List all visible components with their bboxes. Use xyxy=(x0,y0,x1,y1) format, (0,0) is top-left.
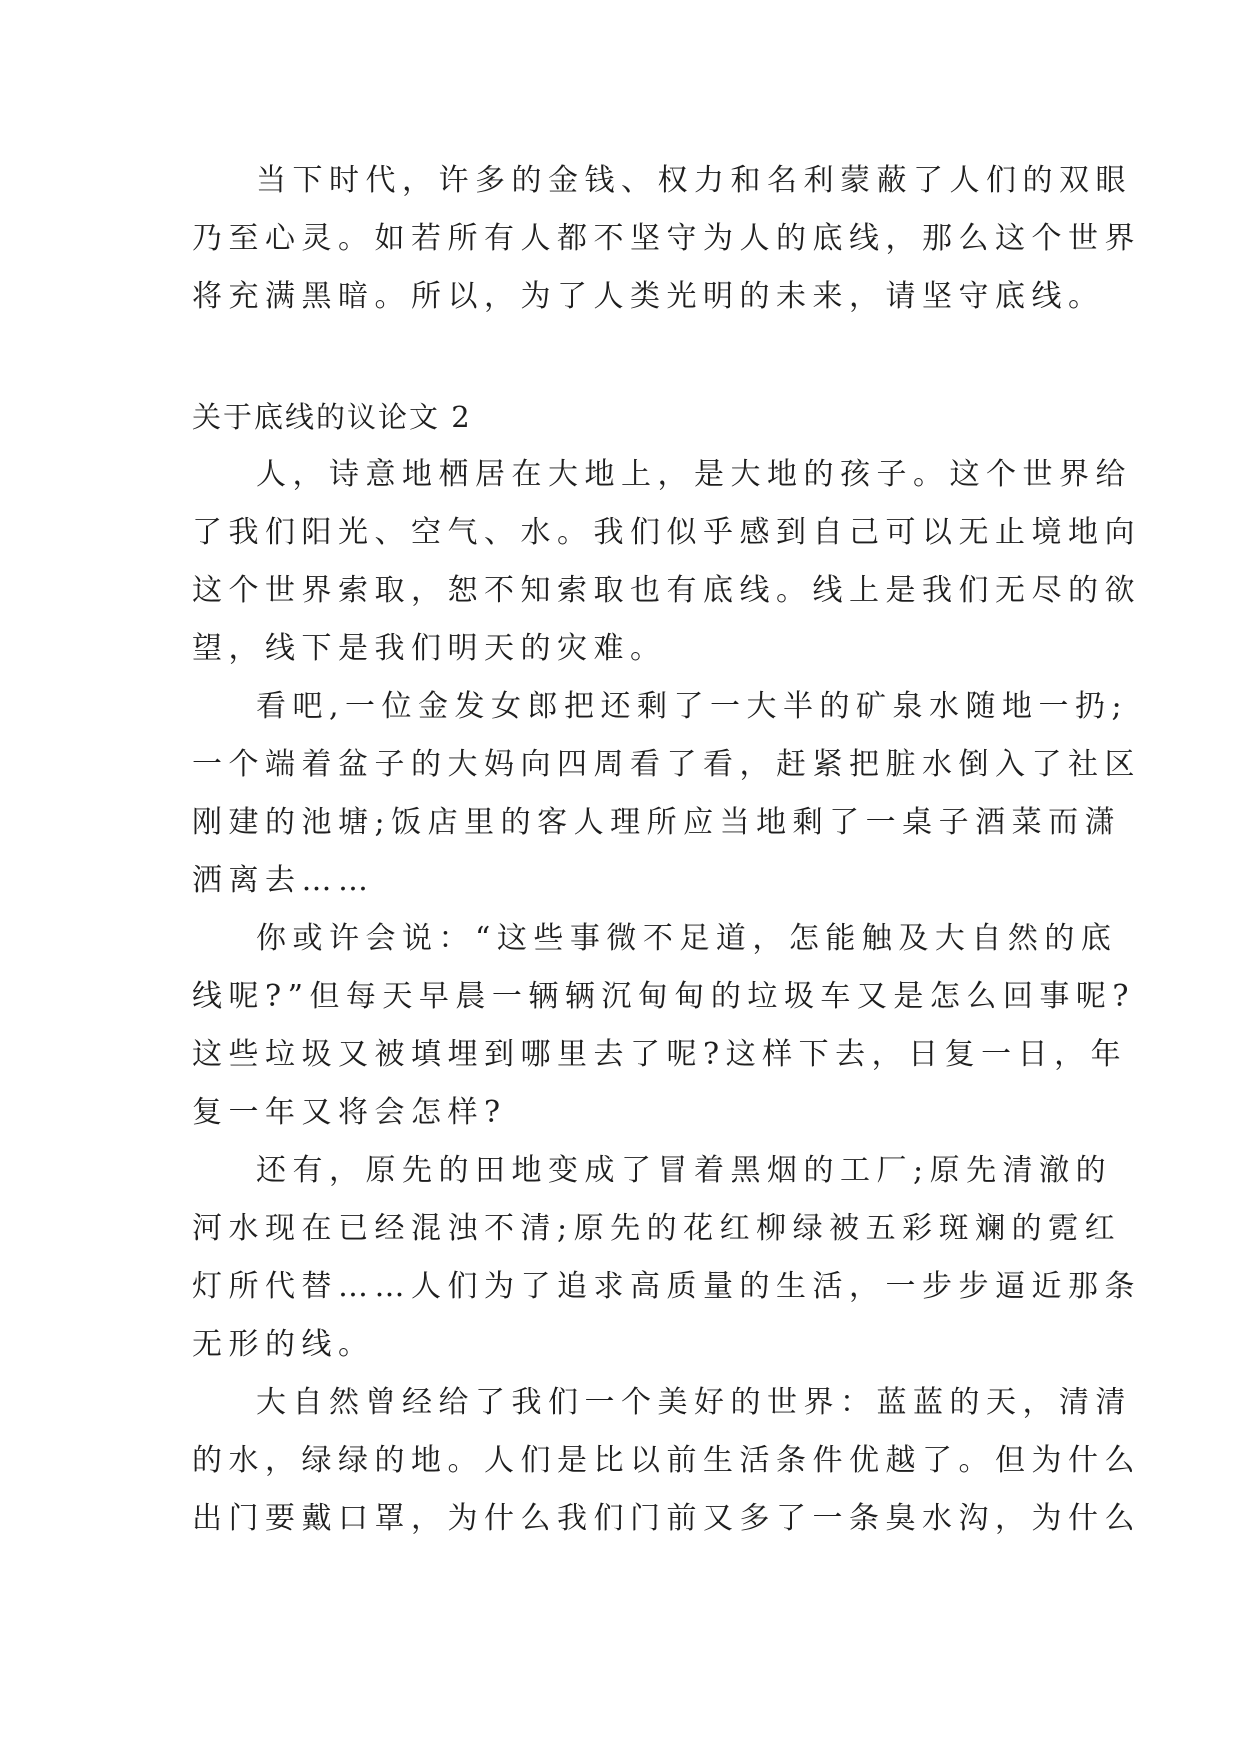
text-line: 出门要戴口罩，为什么我们门前又多了一条臭水沟，为什么 xyxy=(192,1501,1141,1536)
intro-paragraph xyxy=(192,152,1141,326)
text-line: 一个端着盆子的大妈向四周看了看，赶紧把脏水倒入了社区 xyxy=(192,747,1141,782)
text-line: 复一年又将会怎样? xyxy=(192,1095,507,1130)
text-line: 线呢?”但每天早晨一辆辆沉甸甸的垃圾车又是怎么回事呢? xyxy=(192,979,1136,1014)
text-line: 了我们阳光、空气、水。我们似乎感到自己可以无止境地向 xyxy=(192,515,1141,550)
document-body xyxy=(192,152,1141,1548)
text-line: 你或许会说：“这些事微不足道，怎能触及大自然的底 xyxy=(256,921,1118,956)
text-line: 河水现在已经混浊不清;原先的花红柳绿被五彩斑斓的霓红 xyxy=(192,1211,1122,1246)
paragraph xyxy=(192,910,1136,1142)
text-line: 的水，绿绿的地。人们是比以前生活条件优越了。但为什么 xyxy=(192,1443,1141,1478)
text-line: 人，诗意地栖居在大地上，是大地的孩子。这个世界给 xyxy=(256,457,1132,492)
section-title: 关于底线的议论文 2 xyxy=(192,400,472,434)
text-line: 这些垃圾又被填埋到哪里去了呢?这样下去，日复一日，年 xyxy=(192,1037,1128,1072)
text-line: 刚建的池塘;饭店里的客人理所应当地剩了一桌子酒菜而潇 xyxy=(192,805,1122,840)
paragraph xyxy=(192,1142,1141,1374)
text-line: 当下时代，许多的金钱、权力和名利蒙蔽了人们的双眼 xyxy=(256,163,1132,198)
text-line: 还有，原先的田地变成了冒着黑烟的工厂;原先清澈的 xyxy=(256,1153,1113,1188)
paragraph xyxy=(192,678,1141,910)
text-line: 乃至心灵。如若所有人都不坚守为人的底线，那么这个世界 xyxy=(192,221,1141,256)
text-line: 这个世界索取，恕不知索取也有底线。线上是我们无尽的欲 xyxy=(192,573,1141,608)
text-line: 洒离去…… xyxy=(192,863,375,898)
text-line: 大自然曾经给了我们一个美好的世界：蓝蓝的天，清清 xyxy=(256,1385,1132,1420)
text-line: 无形的线。 xyxy=(192,1327,375,1362)
text-line: 灯所代替……人们为了追求高质量的生活，一步步逼近那条 xyxy=(192,1269,1141,1304)
paragraph xyxy=(192,446,1141,678)
text-line: 将充满黑暗。所以，为了人类光明的未来，请坚守底线。 xyxy=(192,279,1105,314)
section-spacer xyxy=(192,326,1049,388)
paragraph xyxy=(192,1374,1141,1548)
text-line: 看吧,一位金发女郎把还剩了一大半的矿泉水随地一扔; xyxy=(256,689,1129,724)
text-line: 望，线下是我们明天的灾难。 xyxy=(192,631,667,666)
